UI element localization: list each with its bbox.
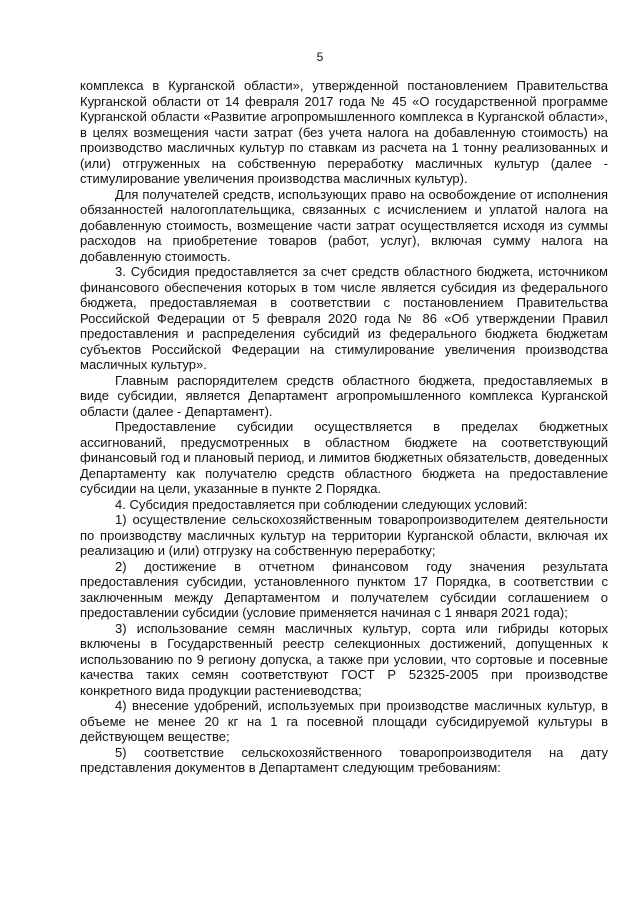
paragraph: Для получателей средств, использующих право на освобождение от исполнения обязанностей налогоплательщика, связанных с исчислением и уплатой налога на добавленную стоимость, возмещение части затрат осуществляется исходя из суммы расходов на приобретение товаров (работ, услуг), включая сумму налога на добавленную стоимость. (80, 186, 608, 264)
paragraph: 4) внесение удобрений, используемых при производстве масличных культур, в объеме не менее 20 кг на 1 га посевной площади субсидируемой культуры в действующем веществе; (80, 698, 608, 744)
paragraph: Главным распорядителем средств областного бюджета, предоставляемых в виде субсидии, является Департамент агропромышленного комплекса Курганской области (далее - Департамент). (80, 372, 608, 419)
paragraph: 4. Субсидия предоставляется при соблюдении следующих условий: (115, 496, 528, 512)
page-number: 5 (316, 50, 324, 64)
paragraph: 1) осуществление сельскохозяйственным товаропроизводителем деятельности по производству масличных культур на территории Курганской области, включая их реализацию и (или) отгрузку на собственную переработку; (80, 512, 608, 558)
paragraph: комплекса в Курганской области», утвержденной постановлением Правительства Курганской области от 14 февраля 2017 года № 45 «О государственной программе Курганской области «Развитие агропромышленного комплекса в Курганской области», в целях возмещения части затрат (без учета налога на добавленную стоимость) на производство масличных культур по ставкам из расчета на 1 тонну реализованных и (или) отгруженных на собственную переработку масличных культур (далее - стимулирование увеличения производства масличных культур). (80, 78, 608, 186)
paragraph: 3. Субсидия предоставляется за счет средств областного бюджета, источником финансового обеспечения которых в том числе является субсидия из федерального бюджета, предоставляемая в соответствии с постановлением Правительства Российской Федерации от 5 февраля 2020 года № 86 «Об утверждении Правил предоставления и распределения субсидий из федерального бюджета бюджетам субъектов Российской Федерации на стимулирование увеличения производства масличных культур». (80, 264, 608, 372)
paragraph: 3) использование семян масличных культур, сорта или гибриды которых включены в Государственный реестр селекционных достижений, допущенных к использованию по 9 региону допуска, а также при условии, что сортовые и посевные качества таких семян соответствуют ГОСТ Р 52325-2005 при производстве конкретного вида продукции растениеводства; (80, 620, 608, 698)
paragraph: 2) достижение в отчетном финансовом году значения результата предоставления субсидии, установленного пунктом 17 Порядка, в соответствии с заключенным между Департаментом и получателем субсидии соглашением о предоставлении субсидии (условие применяется начиная с 1 января 2021 года); (80, 558, 608, 620)
document-body (80, 78, 608, 776)
paragraph: Предоставление субсидии осуществляется в пределах бюджетных ассигнований, предусмотренных в областном бюджете на соответствующий финансовый год и плановый период, и лимитов бюджетных обязательств, доведенных Департаменту как получателю средств областного бюджета на предоставление субсидии на цели, указанные в пункте 2 Порядка. (80, 419, 608, 496)
paragraph: 5) соответствие сельскохозяйственного товаропроизводителя на дату представления документов в Департамент следующим требованиям: (80, 744, 608, 775)
